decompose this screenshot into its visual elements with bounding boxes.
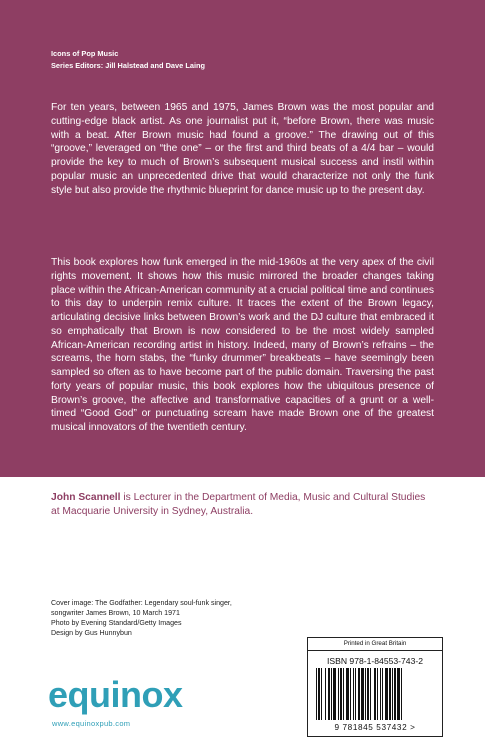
blurb-paragraph-2: This book explores how funk emerged in the mid-1960s at the very apex of the civil rights movement. It shows how this music mirrored the broader changes taking place within the African-American community at a crucial political time and continues to this day to underpin remix culture. It traces the extent of the Brown legacy, articulating decisive links between Brown’s work and the DJ culture that embraced it so emphatically that Brown is now considered to be the most widely sampled African-American recording artist in history. Indeed, many of Brown’s refrains – the screams, the horn stabs, the “funky drummer” breakbeats – have seemingly been sampled so often as to have become part of the public domain. Traversing the past forty years of popular music, this book explores how the ubiquitous presence of Brown’s groove, the affective and transformative capacities of a grunt or a well-timed “Good God” or punctuating scream have made Brown one of the greatest musical innovators of the twentieth century. <box>51 257 434 433</box>
credit-line-2: songwriter James Brown, 10 March 1971 <box>51 609 180 617</box>
barcode-icon <box>314 668 436 722</box>
author-bio <box>51 491 434 519</box>
series-info <box>51 48 205 71</box>
credit-line-3: Photo by Evening Standard/Getty Images <box>51 619 182 627</box>
isbn-number: ISBN 978-1-84553-743-2 <box>326 656 424 666</box>
barcode-digits: 9 781845 537432 > <box>334 723 416 732</box>
author-description: is Lecturer in the Department of Media, Music and Cultural Studies at Macquarie University in Sydney, Australia. <box>51 492 426 517</box>
publisher-logo-wordmark: equinox <box>48 674 183 715</box>
series-editors: Series Editors: Jill Halstead and Dave Laing <box>51 60 206 70</box>
cover-credits <box>51 598 286 638</box>
credit-line-1: Cover image: The Godfather: Legendary soul-funk singer, <box>51 599 232 607</box>
blurb-paragraph-1: For ten years, between 1965 and 1975, James Brown was the most popular and cutting-edge black artist. As one journalist put it, “before Brown, there was music with a beat. After Brown music had found a groove.” The drawing out of this “groove,” leveraged on “the one” – or the first and third beats of a 4/4 bar – would provide the key to much of Brown’s subsequent musical success and instil within popular music an unprecedented drive that would characterize not only the funk style but also provide the rhythmic blueprint for dance music up to the present day. <box>51 102 434 196</box>
printed-in: Printed in Great Britain <box>308 638 442 651</box>
publisher-logo <box>48 675 218 733</box>
barcode-box <box>307 637 443 737</box>
author-name: John Scannell <box>51 492 121 503</box>
series-title: Icons of Pop Music <box>51 49 119 58</box>
publisher-url: www.equinoxpub.com <box>52 719 131 728</box>
credit-line-4: Design by Gus Hunnybun <box>51 629 132 637</box>
